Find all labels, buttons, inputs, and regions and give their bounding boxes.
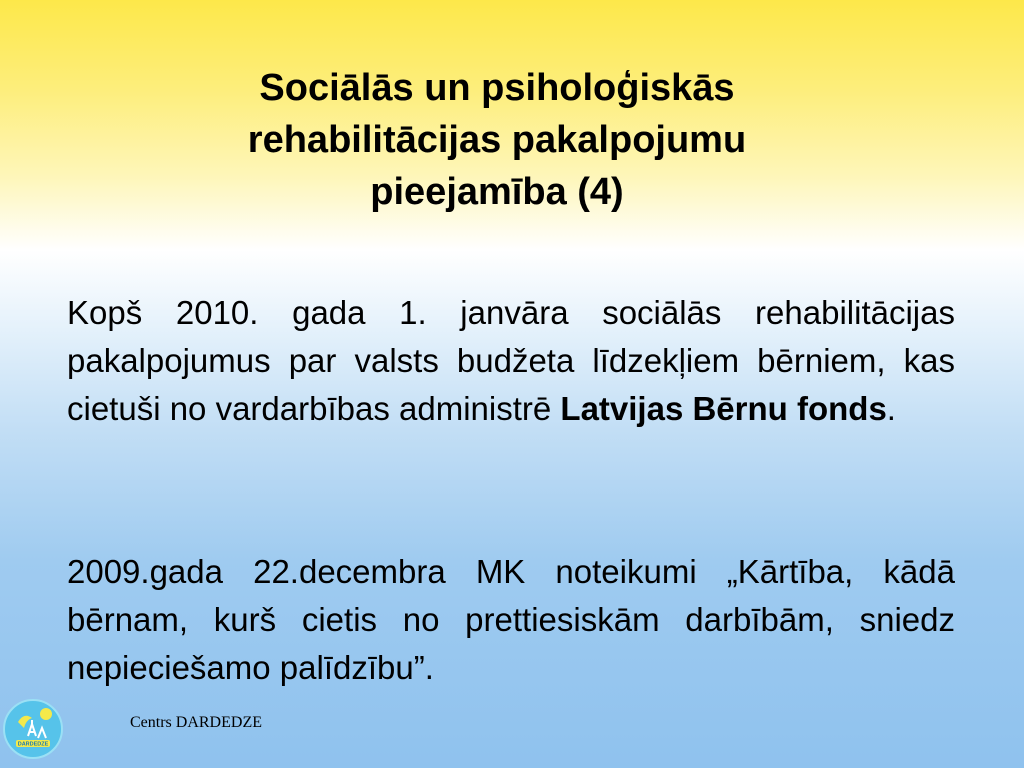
- title-line-3: pieejamība (4): [370, 171, 624, 213]
- footer-organization: Centrs DARDEDZE: [130, 714, 262, 731]
- logo-wordmark: DARDEDZE: [17, 741, 49, 748]
- paragraph1-text: Kopš 2010. gada 1. janvāra sociālās rehabilitācijas pakalpojumus par valsts budžeta līdzekļiem bērniem, kas cietuši no vardarbības administrē: [67, 294, 955, 427]
- paragraph1-bold-org: Latvijas Bērnu fonds: [560, 390, 887, 427]
- title-line-2: rehabilitācijas pakalpojumu: [247, 119, 747, 161]
- dardedze-logo: [2, 698, 64, 760]
- title-line-1: Sociālās un psiholoģiskās: [259, 67, 735, 109]
- paragraph-latvian-childrens-fund: [67, 289, 955, 433]
- paragraph-cabinet-regulations: 2009.gada 22.decembra MK noteikumi „Kārtība, kādā bērnam, kurš cietis no prettiesiskām darbībām, sniedz nepieciešamo palīdzību”.: [67, 553, 955, 686]
- paragraph1-end: .: [886, 390, 896, 427]
- slide-title: [150, 62, 844, 218]
